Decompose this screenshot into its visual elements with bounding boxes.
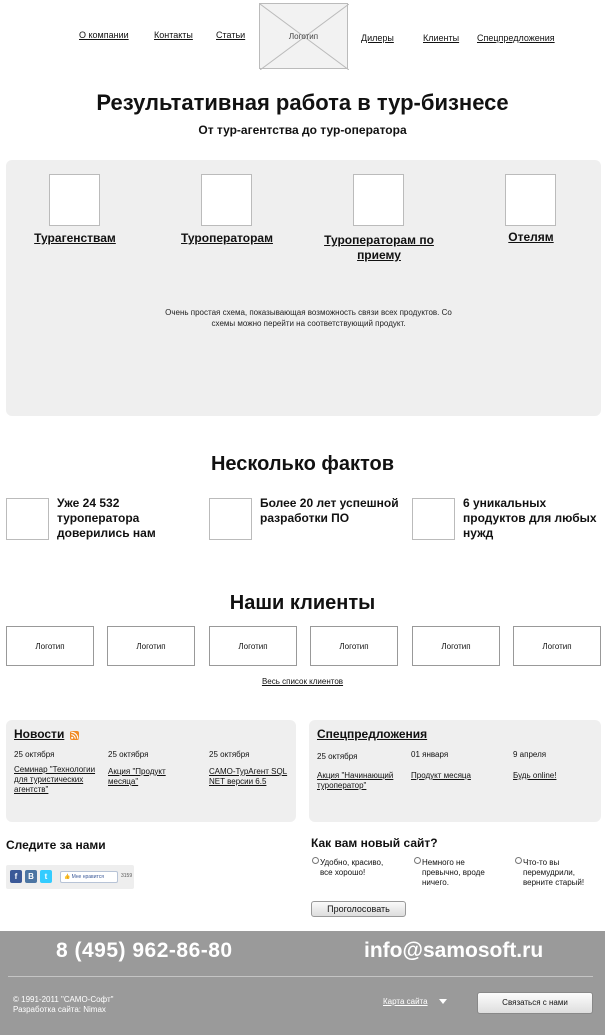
footer-copyright: [13, 995, 113, 1015]
rss-icon[interactable]: [70, 731, 79, 740]
facebook-icon[interactable]: f: [10, 870, 22, 883]
client-logo[interactable]: [209, 626, 297, 666]
client-logo-label: Логотип: [238, 642, 268, 651]
product-travel-agencies[interactable]: Турагенствам: [34, 231, 116, 245]
news-title[interactable]: Новости: [14, 727, 65, 741]
nav-dealers[interactable]: Дилеры: [361, 33, 394, 43]
site-logo[interactable]: [259, 3, 348, 69]
nav-articles[interactable]: Статьи: [216, 30, 246, 40]
developer-text: Разработка сайта: Nimax: [13, 1005, 106, 1014]
like-label: Мне нравится: [71, 874, 104, 880]
nav-about[interactable]: О компании: [79, 30, 129, 40]
vote-button[interactable]: Проголосовать: [311, 901, 406, 917]
product-image-receiving-operators[interactable]: [353, 174, 404, 226]
page-subtitle: От тур-агентства до тур-оператора: [198, 123, 407, 137]
client-logo-label: Логотип: [35, 642, 65, 651]
contact-button[interactable]: Связаться с нами: [477, 992, 593, 1014]
news-date: 25 октября: [108, 750, 149, 759]
poll-radio[interactable]: [414, 857, 421, 864]
client-logo-label: Логотип: [542, 642, 572, 651]
product-hotels[interactable]: Отелям: [508, 230, 554, 244]
footer-phone: 8 (495) 962-86-80: [56, 939, 233, 962]
specials-date: 01 января: [411, 750, 449, 759]
poll-option: Удобно, красиво, все хорошо!: [320, 858, 384, 877]
specials-link[interactable]: Акция "Начинающий туроператор": [317, 771, 394, 790]
nav-clients[interactable]: Клиенты: [423, 33, 460, 43]
fact-image: [6, 498, 49, 540]
thumbs-up-icon: 👍: [64, 874, 71, 880]
logo-label: Логотип: [288, 32, 319, 41]
header: [0, 0, 605, 75]
follow-title: Следите за нами: [6, 838, 106, 852]
facts-title: Несколько фактов: [210, 453, 395, 475]
client-logo-label: Логотип: [136, 642, 166, 651]
poll-option: Немного не превычно, вроде ничего.: [422, 858, 485, 887]
fact-image: [209, 498, 252, 540]
poll-radio[interactable]: [515, 857, 522, 864]
specials-title[interactable]: Спецпредложения: [317, 727, 428, 741]
social-bar: [6, 865, 134, 889]
client-logo-label: Логотип: [339, 642, 369, 651]
client-logo[interactable]: [107, 626, 195, 666]
product-image-travel-agencies[interactable]: [49, 174, 100, 226]
footer-email[interactable]: info@samosoft.ru: [364, 939, 544, 962]
client-logo-label: Логотип: [441, 642, 471, 651]
footer: [0, 931, 605, 1035]
poll-option: Что-то вы перемудрили, верните старый!: [523, 858, 585, 887]
product-image-tour-operators[interactable]: [201, 174, 252, 226]
fact-image: [412, 498, 455, 540]
sitemap-link[interactable]: Карта сайта: [383, 997, 428, 1006]
fact-text: Более 20 лет успешной разработки ПО: [260, 496, 399, 525]
product-image-hotels[interactable]: [505, 174, 556, 226]
nav-specials[interactable]: Спецпредложения: [477, 33, 555, 43]
product-tour-operators[interactable]: Туроператорам: [181, 231, 273, 245]
poll-radio[interactable]: [312, 857, 319, 864]
like-button[interactable]: [60, 871, 118, 883]
specials-link[interactable]: Продукт месяца: [411, 771, 471, 780]
like-count: 3159: [121, 873, 133, 879]
news-link[interactable]: САМО-ТурАгент SQL NET версии 6.5: [209, 767, 288, 786]
clients-title: Наши клиенты: [229, 592, 376, 614]
poll-title: Как вам новый сайт?: [311, 836, 438, 850]
product-scheme: [6, 160, 601, 416]
product-receiving-operators[interactable]: Туроператорам по приему: [324, 233, 434, 262]
all-clients-link[interactable]: Весь список клиентов: [261, 677, 344, 686]
client-logo[interactable]: [412, 626, 500, 666]
client-logo[interactable]: [310, 626, 398, 666]
twitter-icon[interactable]: t: [40, 870, 52, 883]
news-link[interactable]: Семинар "Технологии для туристических агентств": [14, 765, 96, 794]
copyright-text: © 1991-2011 "САМО-Софт": [13, 995, 114, 1004]
fact-text: Уже 24 532 туроператора доверились нам: [57, 496, 156, 540]
news-date: 25 октября: [209, 750, 250, 759]
news-panel: [6, 720, 296, 822]
page-title: Результативная работа в тур-бизнесе: [96, 90, 509, 115]
nav-contacts[interactable]: Контакты: [154, 30, 193, 40]
client-logo[interactable]: [6, 626, 94, 666]
client-logo[interactable]: [513, 626, 601, 666]
chevron-down-icon[interactable]: [439, 999, 447, 1004]
specials-panel: [309, 720, 601, 822]
news-link[interactable]: Акция "Продукт месяца": [108, 767, 166, 786]
specials-link[interactable]: Будь online!: [513, 771, 557, 780]
footer-divider: [8, 976, 593, 977]
vkontakte-icon[interactable]: B: [25, 870, 37, 883]
fact-text: 6 уникальных продуктов для любых нужд: [463, 496, 597, 540]
scheme-description: Очень простая схема, показывающая возможность связи всех продуктов. Со схемы можно перейти на соответствующий продукт.: [165, 308, 452, 328]
specials-date: 9 апреля: [513, 750, 547, 759]
specials-date: 25 октября: [317, 752, 358, 761]
news-date: 25 октября: [14, 750, 55, 759]
